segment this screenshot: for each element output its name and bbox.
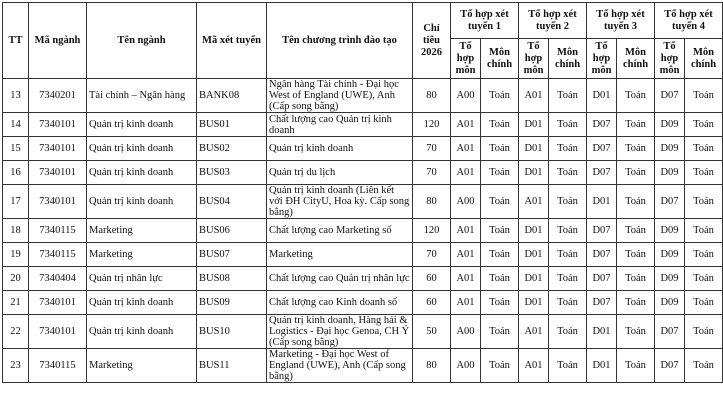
cell-ma-nganh: 7340101 [29, 315, 87, 349]
admissions-table [2, 2, 723, 383]
cell-tt: 17 [3, 185, 29, 219]
header-to-hop-mon: Tổ hợp môn [519, 39, 549, 79]
cell-mon-chinh: Toán [617, 315, 655, 349]
header-chi-tieu: Chỉ tiêu 2026 [413, 3, 451, 79]
cell-ten-nganh: Quản trị kinh doanh [87, 185, 197, 219]
cell-to-hop-mon: D01 [519, 113, 549, 137]
cell-ma-xet-tuyen: BUS09 [197, 291, 267, 315]
table-row [3, 291, 723, 315]
cell-to-hop-mon: D01 [519, 267, 549, 291]
cell-to-hop-mon: D09 [655, 267, 685, 291]
table-row [3, 161, 723, 185]
cell-ten-chuong-trinh: Chất lượng cao Quản trị kinh doanh [267, 113, 413, 137]
cell-to-hop-mon: D01 [519, 219, 549, 243]
cell-ten-chuong-trinh: Quản trị kinh doanh, Hàng hải & Logistics - Đại học Genoa, CH Ý (Cấp song bằng) [267, 315, 413, 349]
cell-ten-chuong-trinh: Chất lượng cao Quản trị nhân lực [267, 267, 413, 291]
cell-mon-chinh: Toán [617, 243, 655, 267]
cell-mon-chinh: Toán [685, 243, 723, 267]
cell-to-hop-mon: A01 [451, 267, 481, 291]
cell-to-hop-mon: A00 [451, 79, 481, 113]
cell-ma-xet-tuyen: BUS04 [197, 185, 267, 219]
header-to-hop-mon: Tổ hợp môn [587, 39, 617, 79]
cell-ten-chuong-trinh: Quản trị du lịch [267, 161, 413, 185]
cell-mon-chinh: Toán [685, 137, 723, 161]
cell-mon-chinh: Toán [617, 291, 655, 315]
cell-to-hop-mon: A01 [451, 137, 481, 161]
cell-ma-xet-tuyen: BUS10 [197, 315, 267, 349]
cell-chi-tieu: 120 [413, 113, 451, 137]
cell-to-hop-mon: D09 [655, 219, 685, 243]
cell-mon-chinh: Toán [481, 137, 519, 161]
header-mon-chinh: Môn chính [617, 39, 655, 79]
cell-ma-nganh: 7340115 [29, 243, 87, 267]
cell-ma-nganh: 7340101 [29, 137, 87, 161]
cell-ten-chuong-trinh: Marketing - Đại học West of England (UWE), Anh (Cấp song bằng) [267, 349, 413, 383]
cell-ten-nganh: Tài chính – Ngân hàng [87, 79, 197, 113]
cell-chi-tieu: 50 [413, 315, 451, 349]
cell-tt: 18 [3, 219, 29, 243]
table-row [3, 113, 723, 137]
cell-mon-chinh: Toán [549, 219, 587, 243]
cell-mon-chinh: Toán [549, 79, 587, 113]
cell-ma-nganh: 7340115 [29, 219, 87, 243]
header-ma-nganh: Mã ngành [29, 3, 87, 79]
cell-mon-chinh: Toán [685, 113, 723, 137]
cell-ten-chuong-trinh: Chất lượng cao Kinh doanh số [267, 291, 413, 315]
cell-mon-chinh: Toán [549, 137, 587, 161]
cell-ten-nganh: Quản trị nhân lực [87, 267, 197, 291]
cell-to-hop-mon: D09 [655, 291, 685, 315]
cell-to-hop-mon: D01 [587, 349, 617, 383]
cell-to-hop-mon: D09 [655, 113, 685, 137]
cell-mon-chinh: Toán [481, 185, 519, 219]
cell-to-hop-mon: D07 [655, 185, 685, 219]
cell-mon-chinh: Toán [617, 113, 655, 137]
cell-mon-chinh: Toán [549, 243, 587, 267]
cell-mon-chinh: Toán [549, 315, 587, 349]
cell-mon-chinh: Toán [617, 349, 655, 383]
cell-to-hop-mon: D01 [519, 161, 549, 185]
cell-mon-chinh: Toán [481, 349, 519, 383]
cell-ma-xet-tuyen: BUS02 [197, 137, 267, 161]
cell-to-hop-mon: D07 [655, 79, 685, 113]
cell-ma-xet-tuyen: BANK08 [197, 79, 267, 113]
cell-to-hop-mon: A01 [519, 185, 549, 219]
cell-chi-tieu: 70 [413, 243, 451, 267]
cell-to-hop-mon: D01 [519, 243, 549, 267]
cell-ten-chuong-trinh: Quản trị kinh doanh (Liên kết với ĐH CityU, Hoa kỳ. Cấp song bằng) [267, 185, 413, 219]
cell-to-hop-mon: A00 [451, 349, 481, 383]
cell-ma-nganh: 7340101 [29, 161, 87, 185]
cell-mon-chinh: Toán [685, 79, 723, 113]
cell-mon-chinh: Toán [481, 113, 519, 137]
header-ten-chuong-trinh: Tên chương trình đào tạo [267, 3, 413, 79]
cell-to-hop-mon: A01 [451, 161, 481, 185]
cell-to-hop-mon: D01 [587, 79, 617, 113]
header-to-hop-1: Tổ hợp xét tuyển 1 [451, 3, 519, 39]
cell-ten-nganh: Quản trị kinh doanh [87, 161, 197, 185]
cell-chi-tieu: 120 [413, 219, 451, 243]
cell-to-hop-mon: D01 [587, 185, 617, 219]
cell-chi-tieu: 80 [413, 349, 451, 383]
cell-ten-chuong-trinh: Quản trị kinh doanh [267, 137, 413, 161]
cell-mon-chinh: Toán [617, 161, 655, 185]
cell-to-hop-mon: A00 [451, 315, 481, 349]
cell-to-hop-mon: D07 [587, 219, 617, 243]
header-ten-nganh: Tên ngành [87, 3, 197, 79]
cell-ma-xet-tuyen: BUS07 [197, 243, 267, 267]
cell-ma-xet-tuyen: BUS11 [197, 349, 267, 383]
cell-to-hop-mon: D07 [587, 161, 617, 185]
cell-chi-tieu: 80 [413, 185, 451, 219]
table-row [3, 79, 723, 113]
cell-ma-nganh: 7340101 [29, 185, 87, 219]
cell-chi-tieu: 70 [413, 137, 451, 161]
table-row [3, 219, 723, 243]
cell-mon-chinh: Toán [685, 185, 723, 219]
cell-mon-chinh: Toán [549, 349, 587, 383]
cell-to-hop-mon: D07 [587, 291, 617, 315]
cell-mon-chinh: Toán [481, 315, 519, 349]
table-row [3, 267, 723, 291]
table-row [3, 243, 723, 267]
header-mon-chinh: Môn chính [481, 39, 519, 79]
cell-mon-chinh: Toán [685, 315, 723, 349]
cell-tt: 21 [3, 291, 29, 315]
cell-ten-nganh: Marketing [87, 219, 197, 243]
cell-mon-chinh: Toán [549, 161, 587, 185]
cell-ma-nganh: 7340101 [29, 113, 87, 137]
cell-to-hop-mon: A01 [519, 315, 549, 349]
header-to-hop-2: Tổ hợp xét tuyển 2 [519, 3, 587, 39]
cell-ten-nganh: Quản trị kinh doanh [87, 113, 197, 137]
cell-ma-nganh: 7340201 [29, 79, 87, 113]
cell-tt: 14 [3, 113, 29, 137]
cell-mon-chinh: Toán [549, 113, 587, 137]
cell-ten-nganh: Quản trị kinh doanh [87, 137, 197, 161]
cell-mon-chinh: Toán [481, 219, 519, 243]
cell-mon-chinh: Toán [685, 161, 723, 185]
header-mon-chinh: Môn chính [549, 39, 587, 79]
cell-ma-xet-tuyen: BUS06 [197, 219, 267, 243]
cell-to-hop-mon: A01 [519, 349, 549, 383]
cell-tt: 20 [3, 267, 29, 291]
cell-ma-nganh: 7340404 [29, 267, 87, 291]
cell-to-hop-mon: A01 [451, 291, 481, 315]
cell-to-hop-mon: A01 [451, 219, 481, 243]
cell-to-hop-mon: D07 [587, 137, 617, 161]
cell-ma-xet-tuyen: BUS03 [197, 161, 267, 185]
cell-mon-chinh: Toán [617, 219, 655, 243]
cell-mon-chinh: Toán [685, 349, 723, 383]
cell-mon-chinh: Toán [685, 267, 723, 291]
table-row [3, 185, 723, 219]
cell-ten-nganh: Marketing [87, 243, 197, 267]
cell-ten-chuong-trinh: Ngân hàng Tài chính - Đại học West of England (UWE), Anh (Cấp song bằng) [267, 79, 413, 113]
cell-ten-chuong-trinh: Chất lượng cao Marketing số [267, 219, 413, 243]
cell-tt: 15 [3, 137, 29, 161]
cell-mon-chinh: Toán [617, 79, 655, 113]
header-to-hop-mon: Tổ hợp môn [655, 39, 685, 79]
cell-mon-chinh: Toán [481, 267, 519, 291]
cell-mon-chinh: Toán [481, 291, 519, 315]
cell-to-hop-mon: D01 [519, 137, 549, 161]
header-to-hop-3: Tổ hợp xét tuyển 3 [587, 3, 655, 39]
cell-to-hop-mon: A01 [519, 79, 549, 113]
cell-mon-chinh: Toán [617, 137, 655, 161]
cell-tt: 19 [3, 243, 29, 267]
cell-tt: 13 [3, 79, 29, 113]
cell-mon-chinh: Toán [481, 161, 519, 185]
cell-chi-tieu: 60 [413, 267, 451, 291]
cell-to-hop-mon: D01 [519, 291, 549, 315]
cell-to-hop-mon: D09 [655, 161, 685, 185]
cell-to-hop-mon: A01 [451, 243, 481, 267]
cell-mon-chinh: Toán [617, 267, 655, 291]
cell-tt: 16 [3, 161, 29, 185]
table-row [3, 349, 723, 383]
cell-chi-tieu: 60 [413, 291, 451, 315]
header-mon-chinh: Môn chính [685, 39, 723, 79]
header-to-hop-4: Tổ hợp xét tuyển 4 [655, 3, 723, 39]
cell-ten-nganh: Quản trị kinh doanh [87, 291, 197, 315]
cell-to-hop-mon: A00 [451, 185, 481, 219]
cell-to-hop-mon: D07 [587, 267, 617, 291]
header-ma-xet-tuyen: Mã xét tuyển [197, 3, 267, 79]
cell-chi-tieu: 70 [413, 161, 451, 185]
header-tt: TT [3, 3, 29, 79]
cell-ten-nganh: Marketing [87, 349, 197, 383]
cell-mon-chinh: Toán [617, 185, 655, 219]
cell-to-hop-mon: D07 [655, 349, 685, 383]
cell-mon-chinh: Toán [685, 291, 723, 315]
cell-mon-chinh: Toán [549, 185, 587, 219]
table-row [3, 315, 723, 349]
cell-ma-xet-tuyen: BUS01 [197, 113, 267, 137]
cell-to-hop-mon: D01 [587, 315, 617, 349]
cell-tt: 22 [3, 315, 29, 349]
cell-mon-chinh: Toán [549, 267, 587, 291]
cell-to-hop-mon: A01 [451, 113, 481, 137]
header-to-hop-mon: Tổ hợp môn [451, 39, 481, 79]
cell-ma-xet-tuyen: BUS08 [197, 267, 267, 291]
cell-mon-chinh: Toán [685, 219, 723, 243]
cell-ten-chuong-trinh: Marketing [267, 243, 413, 267]
cell-to-hop-mon: D07 [655, 315, 685, 349]
cell-to-hop-mon: D07 [587, 113, 617, 137]
cell-mon-chinh: Toán [481, 243, 519, 267]
cell-mon-chinh: Toán [481, 79, 519, 113]
cell-to-hop-mon: D09 [655, 137, 685, 161]
table-row [3, 137, 723, 161]
cell-tt: 23 [3, 349, 29, 383]
cell-ma-nganh: 7340115 [29, 349, 87, 383]
cell-mon-chinh: Toán [549, 291, 587, 315]
cell-to-hop-mon: D09 [655, 243, 685, 267]
cell-ten-nganh: Quản trị kinh doanh [87, 315, 197, 349]
cell-to-hop-mon: D07 [587, 243, 617, 267]
cell-ma-nganh: 7340101 [29, 291, 87, 315]
cell-chi-tieu: 80 [413, 79, 451, 113]
